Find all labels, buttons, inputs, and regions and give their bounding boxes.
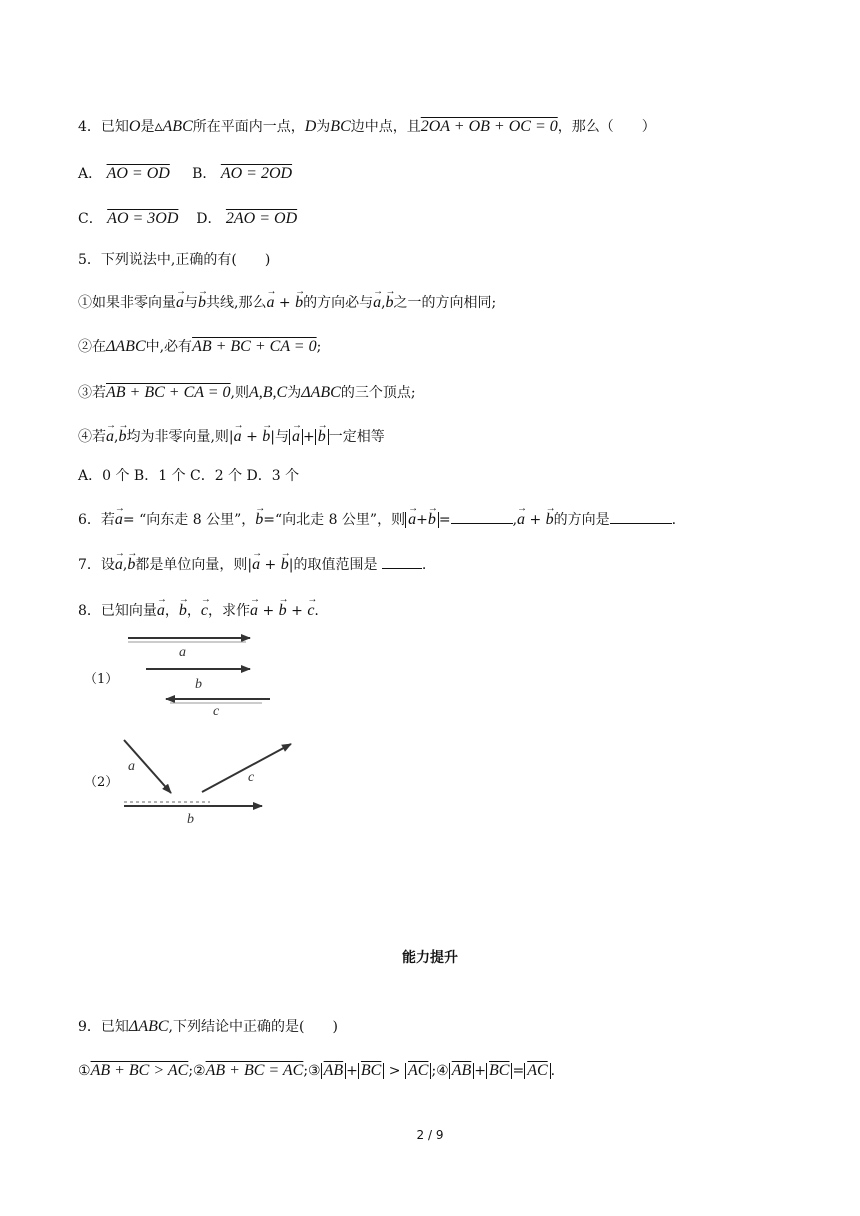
question-6: 6．若→ a= “向东走 8 公里”，→ b=“向北走 8 公里”，则 → a+→ b = ,→ a + → b的方向是 . bbox=[78, 509, 676, 531]
option-b-label: B． bbox=[192, 166, 217, 182]
option-b-expr: AO = 2OD bbox=[220, 165, 293, 182]
option-a-label: A． bbox=[78, 166, 103, 182]
question-7: 7．设→ a,→ b都是单位向量，则|→ a + → b|的取值范围是 . bbox=[78, 554, 426, 576]
option-c-expr: AO = 3OD bbox=[107, 210, 179, 227]
vector-a-label-2: a bbox=[128, 759, 135, 774]
vector-b-label-2: b bbox=[187, 812, 194, 827]
q5-statement-2: ②在ΔABC中,必有AB + BC + CA = 0; bbox=[78, 338, 322, 355]
q5-statement-3: ③若AB + BC + CA = 0,则A,B,C为ΔABC的三个顶点; bbox=[78, 384, 416, 401]
vector-a-label: a bbox=[179, 645, 186, 660]
question-9-title: 9．已知ΔABC,下列结论中正确的是( ) bbox=[78, 1018, 338, 1035]
page-number: 2 / 9 bbox=[416, 1128, 444, 1142]
vector-c-label-2: c bbox=[248, 770, 255, 785]
option-d-label: D． bbox=[196, 211, 222, 227]
q5-statement-4: ④若→ a,→ b均为非零向量,则|→ a + → b|与 → a + → b 一定相等 bbox=[78, 426, 385, 448]
option-c-label: C． bbox=[78, 211, 103, 227]
section-title: 能力提升 bbox=[402, 950, 458, 966]
question-8: 8．已知向量→ a，→ b，→ c，求作→ a + → b + → c. bbox=[78, 600, 319, 622]
vector-c-arrow-2 bbox=[202, 744, 291, 792]
question-5-title: 5．下列说法中,正确的有( ) bbox=[78, 252, 271, 268]
q5-options: A．0 个 B．1 个 C．2 个 D．3 个 bbox=[78, 468, 300, 484]
question-9-items: ①AB + BC > AC;②AB + BC = AC;③ $\overline{AB} + \overline{BC} > \overline{AC}$ ;④ $\overline{AB} + \overline{BC} = \overline{AC}$ . bbox=[78, 1062, 556, 1079]
option-a-expr: AO = OD bbox=[106, 165, 170, 182]
vector-c-label: c bbox=[213, 704, 220, 719]
q5-statement-1: ①如果非零向量→ a与→ b共线,那么→ a + → b的方向必与→ a,→ b之一的方向相同; bbox=[78, 292, 496, 314]
vector-b-label: b bbox=[195, 677, 202, 692]
figure-2-label: （2） bbox=[84, 775, 119, 790]
option-d-expr: 2AO = OD bbox=[225, 210, 298, 227]
q4-equation: 2OA + OB + OC = 0 bbox=[420, 118, 558, 135]
question-4: 4．已知O是▵ABC所在平面内一点，D为BC边中点，且2OA + OB + OC = 0，那么（ ） bbox=[78, 118, 656, 135]
figure-1-label: （1） bbox=[84, 672, 119, 687]
